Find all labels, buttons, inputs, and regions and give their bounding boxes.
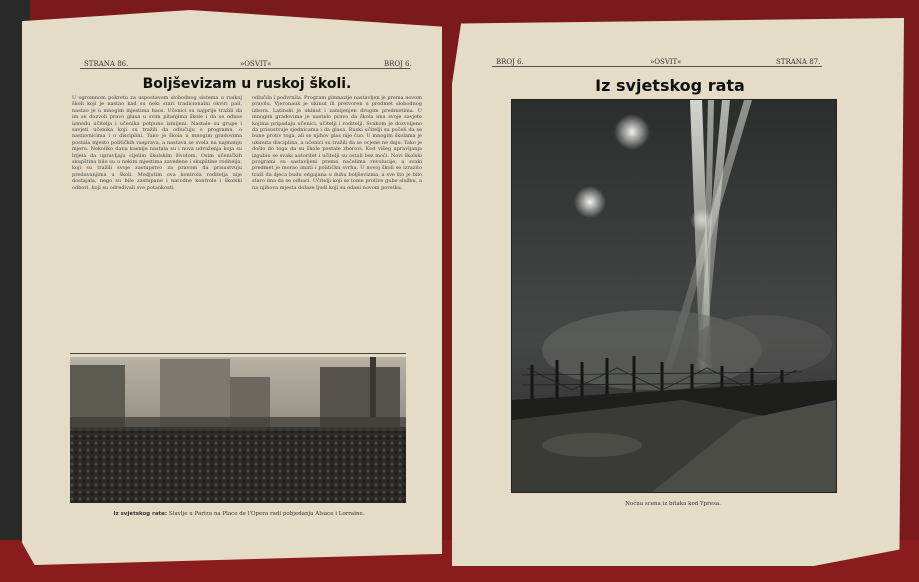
- left-header-rule: [80, 68, 410, 69]
- left-header-page: STRANA 86.: [84, 60, 129, 68]
- right-header-issue: BROJ 6.: [496, 58, 524, 66]
- caption-bold: Iz svjetskog rata:: [113, 511, 168, 517]
- photo-top-rule: [70, 353, 406, 354]
- battle-night-illustration: [511, 99, 837, 493]
- left-article-col1: U ogromnom pokretu za uspostavom slobodnog sistema u ruskoj školi koji je nastao kad su neki stari tradicionalni okviri pali, nastao je u mnogim mjestima haos. Učenici su najprije tražili da im se dozvoli pravo glasa u svim pitanjima škole i da se odnos između učitelja i učenika potpuno izmijeni. Nastale su grupe i savjeti učenika koji su tražili da odlučuju o programu, o nastavnicima i o disciplini. Tako je škola u mnogim gradovima postala mjesto političkih rasprava, a nastava se svela na najmanju mjeru. Nekoliko dana kasnije nastala su i nova udruženja koja su htjela da upravljaju cijelim školskim životom. Osim učeničkih skupština bile su u nekim mjestima zavedene i skupštine roditelja, koji su tražili svoje zastupstvo za pravom da prisustvuju predavanjima u školi. Medjutim ova kontrola roditelja nije dostajala, nego su bile zastupane i narodne kontrole i školski odbori, koji su određivali sve potankosti.: [72, 95, 242, 191]
- left-header-journal: »OSVIT«: [240, 60, 272, 68]
- caption-text: Slavlje u Parizu na Place de l'Opera radi pobjedanja Alsace i Lorraine.: [168, 511, 365, 517]
- right-header-journal: »OSVIT«: [650, 58, 682, 66]
- left-photo-caption: [72, 511, 406, 517]
- right-header-rule: [492, 66, 822, 67]
- left-header-issue: BROJ 6.: [384, 60, 412, 68]
- crowd-photo: [70, 357, 406, 503]
- right-header-page: STRANA 87.: [776, 58, 821, 66]
- left-article-col2: odlučila i podvrnila. Program gimnazije nastavljen je prema novom pravilu. Vjeronauk je ukinut ili pretvoren u predmet slobodnog izbora. Latinski je ukinut i zamijenjen drugim predmetima. U mnogim gradovima je nastalo pravo da škola ima svoje savjete kojima pripadaju učenici, učitelji i roditelji. Svakom je dozvoljeno da prisustvuje sjednicama i da glasa. Ruski učitelji su počeli da se bune protiv toga, ali se njihov glas nije čuo. U mnogim školama je ukinuta disciplina, a učenici su tražili da se ocjene ne daju. Tako je došlo do toga da su škole postale zborovi. Kod višeg upravljanja izgubio se svaki autoritet i učitelji su ostali bez moći. Novi školski programi su sastavljeni prema načelima revolucije, a svaki predmet je morao imati i političku svrhu. U novoj školi se izrazito traži da djeca budu odgajana u duhu boljševizma, a sve što je bilo staro ima da se odbaci. Učitelji koji se tome protive gube službu, a na njihova mjesta dolaze ljudi koji su odani novom poretku.: [252, 95, 422, 191]
- left-page-title: Boljševizam u ruskoj školi.: [142, 76, 352, 92]
- right-photo-caption: Noćna scena iz bitaka kod Ypresa.: [625, 501, 721, 507]
- right-page-title: Iz svjetskog rata: [595, 76, 745, 95]
